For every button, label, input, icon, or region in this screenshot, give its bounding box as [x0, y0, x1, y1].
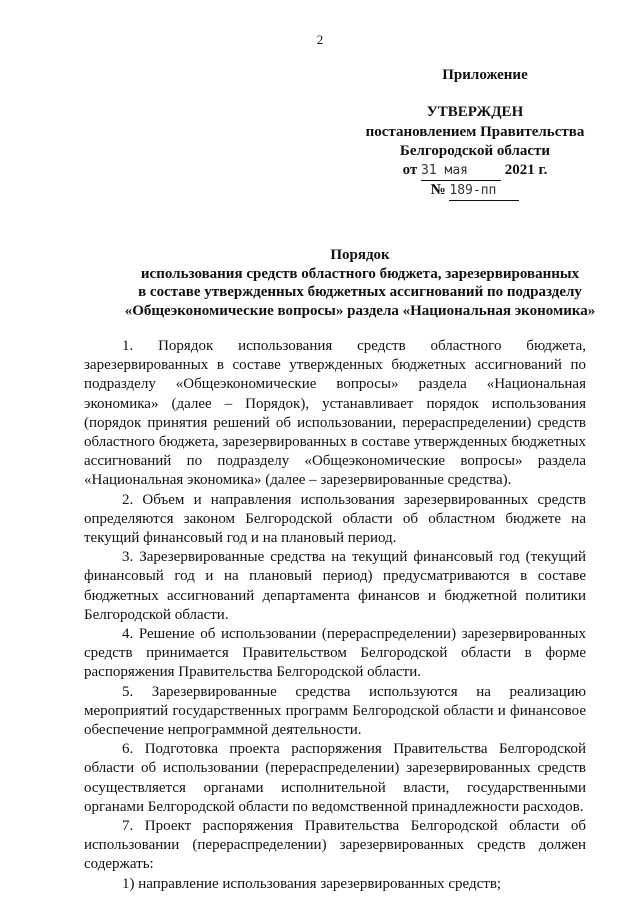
approved-heading: УТВЕРЖДЕН	[426, 104, 524, 120]
handwritten-date: 31 мая	[421, 161, 501, 181]
date-year: 2021 г.	[504, 162, 548, 178]
handwritten-number: 189-пп	[449, 181, 519, 201]
approval-number-line	[350, 181, 600, 201]
page-number: 2	[316, 32, 324, 47]
title-line-4: «Общеэкономические вопросы» раздела «Национальная экономика»	[124, 302, 596, 319]
approved-by-line1: постановлением Правительства	[365, 124, 585, 140]
date-prefix: от	[402, 162, 418, 178]
paragraph-2: 2. Объем и направления использования зарезервированных средств определяются законом Белгородской области об областном бюджете на текущий финансовый год и на плановый период.	[84, 491, 586, 547]
number-prefix: №	[430, 182, 446, 198]
document-body	[84, 337, 586, 894]
title-line-3: в составе утвержденных бюджетных ассигнований по подразделу	[138, 284, 582, 300]
paragraph-7: 7. Проект распоряжения Правительства Белгородской области об использовании (перераспределении) зарезервированных средств должен содержать:	[84, 818, 586, 873]
paragraph-1: 1. Порядок использования средств областного бюджета, зарезервированных в составе утвержденных бюджетных ассигнований по подразделу «Общеэкономические вопросы» раздела «Национальная экономика» (далее – Порядок), устанавливает порядок использования (порядок принятия решений об использовании, перераспределении) средств областного бюджета, зарезервированных в составе утвержденных бюджетных ассигнований по подразделу «Общеэкономические вопросы» раздела «Национальная экономика» (далее – зарезервированные средства).	[84, 338, 586, 489]
approval-block	[350, 66, 600, 201]
paragraph-6: 6. Подготовка проекта распоряжения Правительства Белгородской области об использовании (перераспределении) зарезервированных средств осуществляется органами исполнительной власти, государственными органами Белгородской области по ведомственной принадлежности расходов.	[84, 741, 586, 815]
title-line-2: использования средств областного бюджета, зарезервированных	[140, 265, 580, 282]
appendix-label: Приложение	[442, 67, 528, 83]
document-title	[60, 246, 640, 320]
approved-by-line2: Белгородской области	[399, 143, 551, 159]
list-item-1: 1) направление использования зарезервированных средств;	[122, 875, 502, 892]
paragraph-5: 5. Зарезервированные средства используются на реализацию мероприятий государственных программ Белгородской области и финансовое обеспечение непрограммной деятельности.	[84, 683, 586, 739]
paragraph-4: 4. Решение об использовании (перераспределении) зарезервированных средств принимается Правительством Белгородской области в форме распоряжения Правительства Белгородской области.	[84, 626, 586, 681]
approval-date-line	[350, 161, 600, 181]
title-line-1: Порядок	[330, 247, 390, 263]
paragraph-3: 3. Зарезервированные средства на текущий финансовый год (текущий финансовый год и на плановый период) предусматриваются в составе бюджетных ассигнований департамента финансов и бюджетной политики Белгородской области.	[84, 549, 586, 623]
